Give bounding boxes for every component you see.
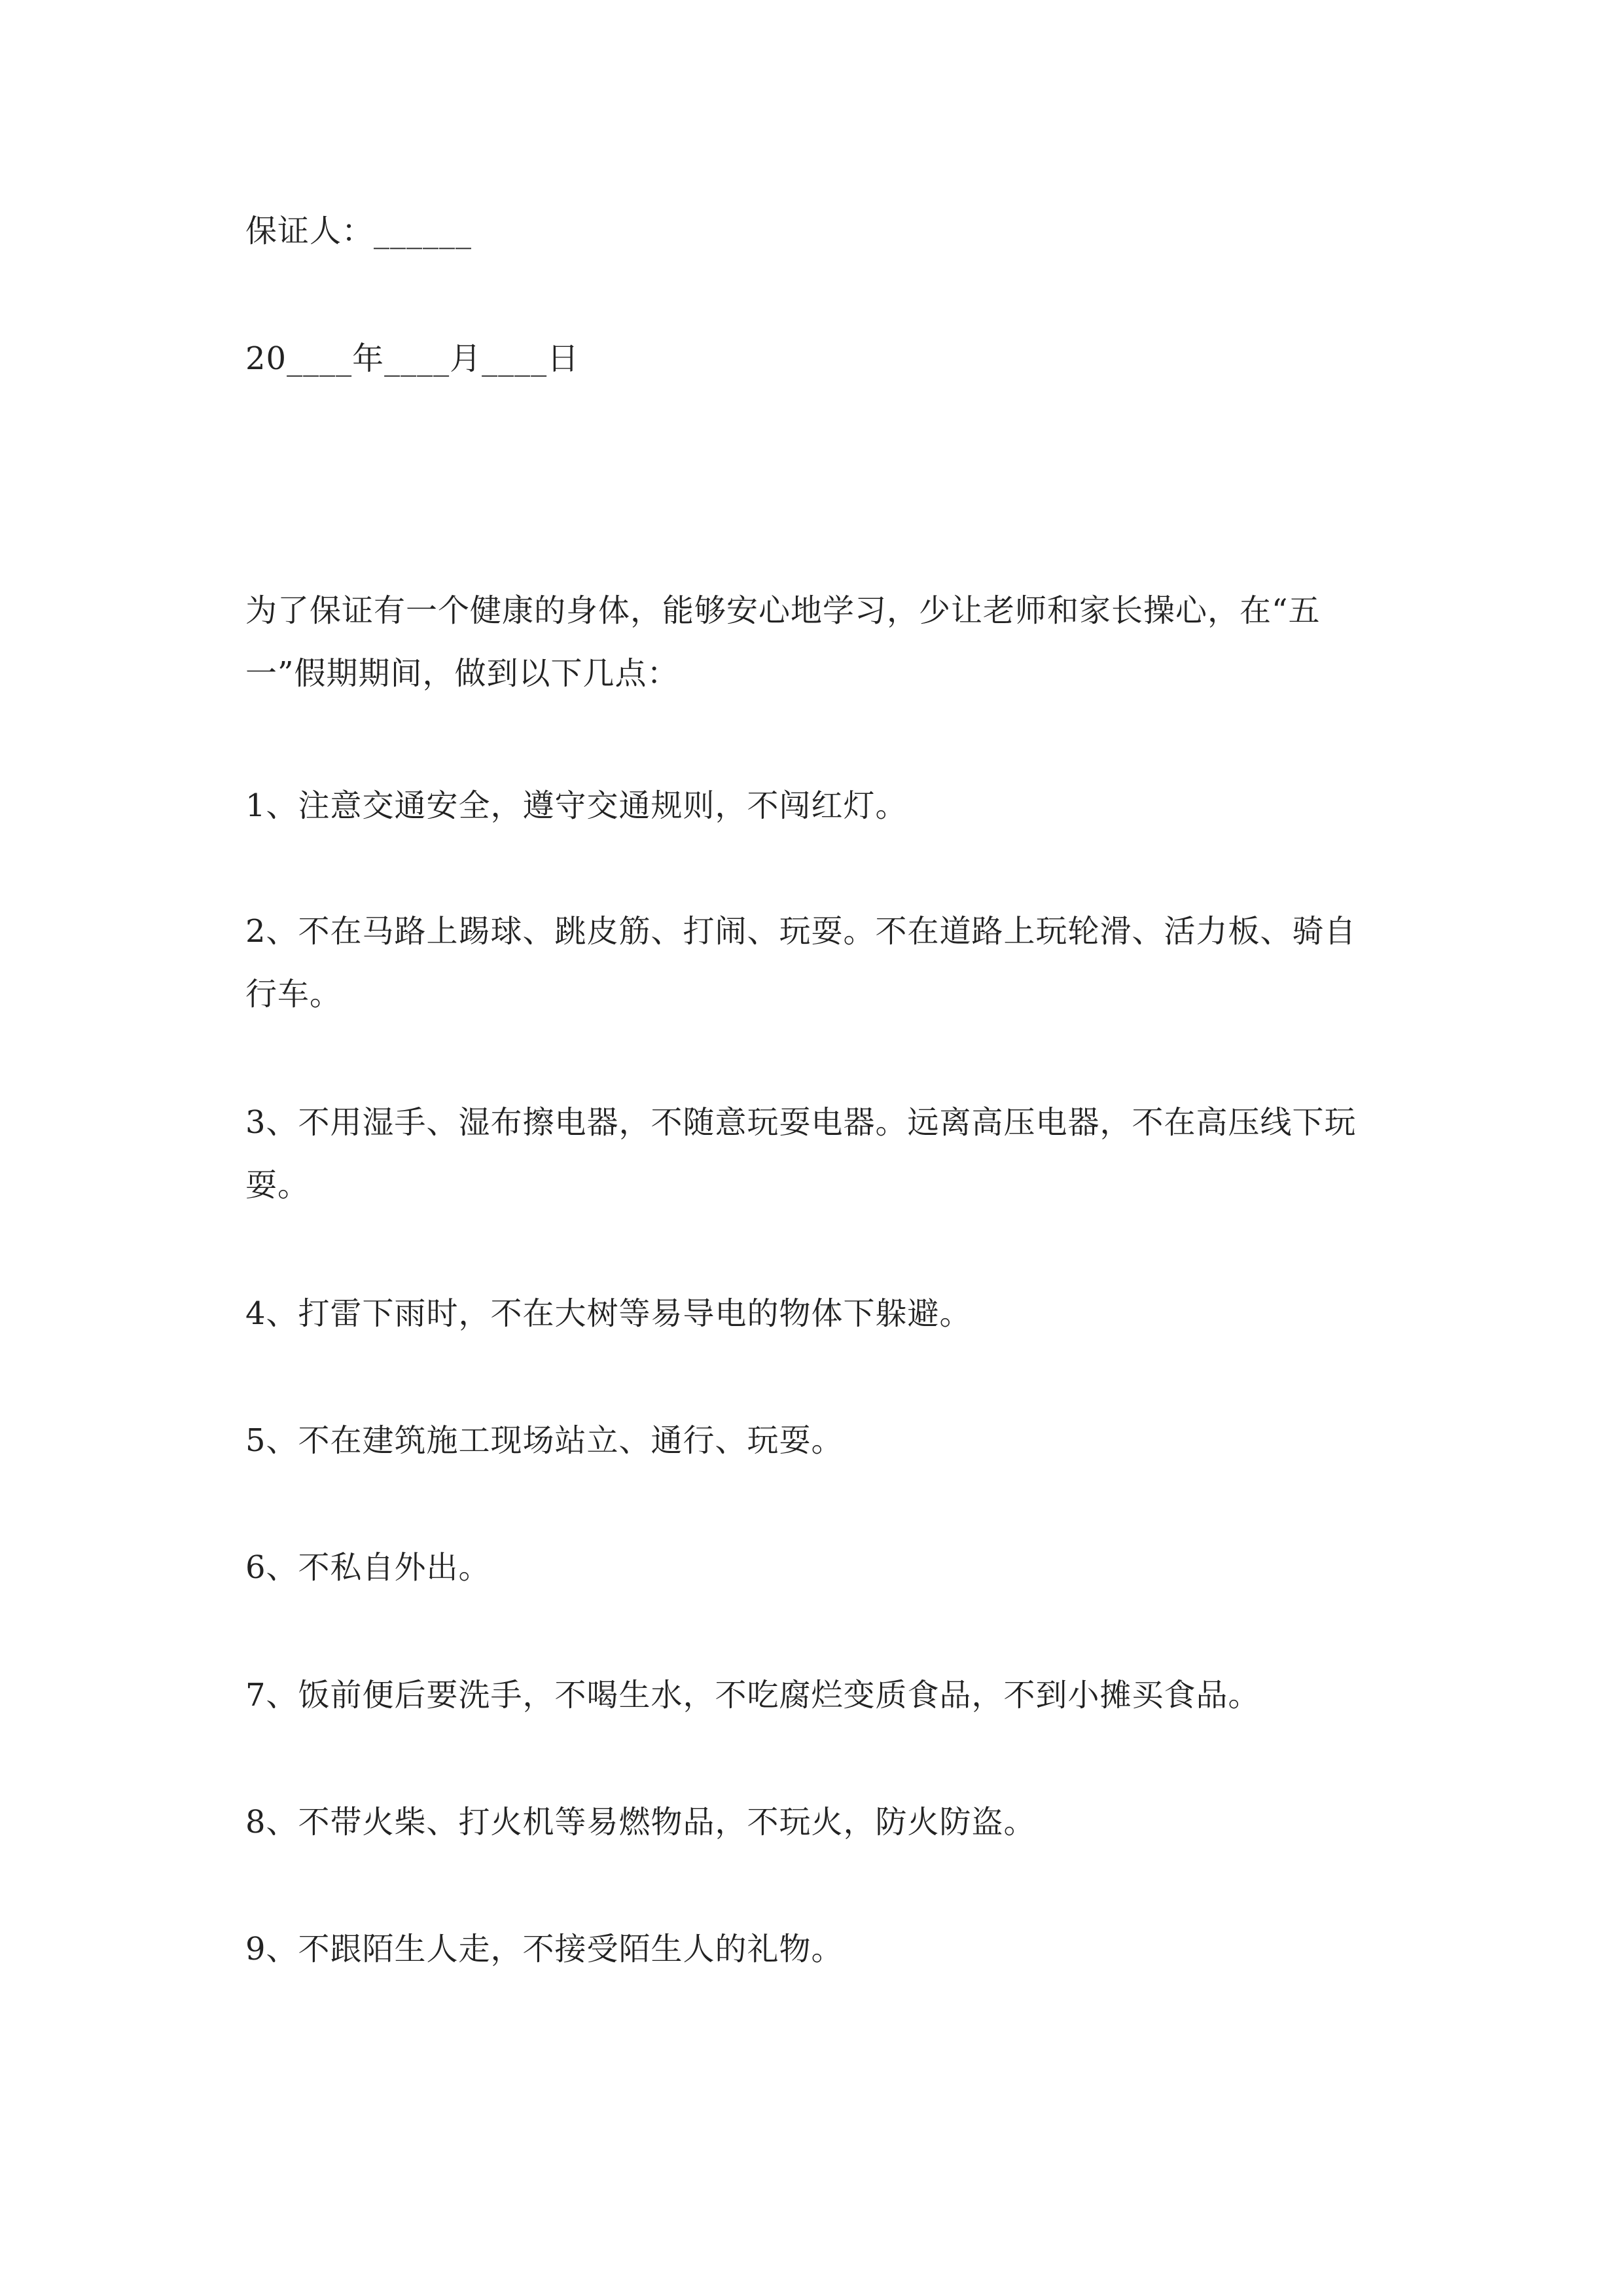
pledge-item-5: 5、不在建筑施工现场站立、通行、玩耍。: [245, 1422, 844, 1459]
pledge-item-8: 8、不带火柴、打火机等易燃物品，不玩火，防火防盗。: [245, 1804, 1036, 1840]
pledge-item-2: 2、不在马路上踢球、跳皮筋、打闹、玩耍。不在道路上玩轮滑、活力板、骑自行车。: [245, 913, 1357, 1013]
pledge-item-1: 1、注意交通安全，遵守交通规则，不闯红灯。: [245, 787, 908, 824]
signer-line: 保证人：______: [245, 213, 473, 249]
pledge-item-6: 6、不私自外出。: [245, 1549, 491, 1586]
date-line: 20____年____月____日: [245, 340, 580, 377]
pledge-item-7: 7、饭前便后要洗手，不喝生水，不吃腐烂变质食品，不到小摊买食品。: [245, 1677, 1260, 1713]
intro-paragraph: 为了保证有一个健康的身体，能够安心地学习，少让老师和家长操心，在“五一”假期期间，做到以下几点：: [245, 592, 1321, 692]
pledge-item-4: 4、打雷下雨时，不在大树等易导电的物体下躲避。: [245, 1295, 972, 1332]
pledge-item-3: 3、不用湿手、湿布擦电器，不随意玩耍电器。远离高压电器，不在高压线下玩耍。: [245, 1104, 1357, 1204]
pledge-item-9: 9、不跟陌生人走，不接受陌生人的礼物。: [245, 1931, 844, 1967]
